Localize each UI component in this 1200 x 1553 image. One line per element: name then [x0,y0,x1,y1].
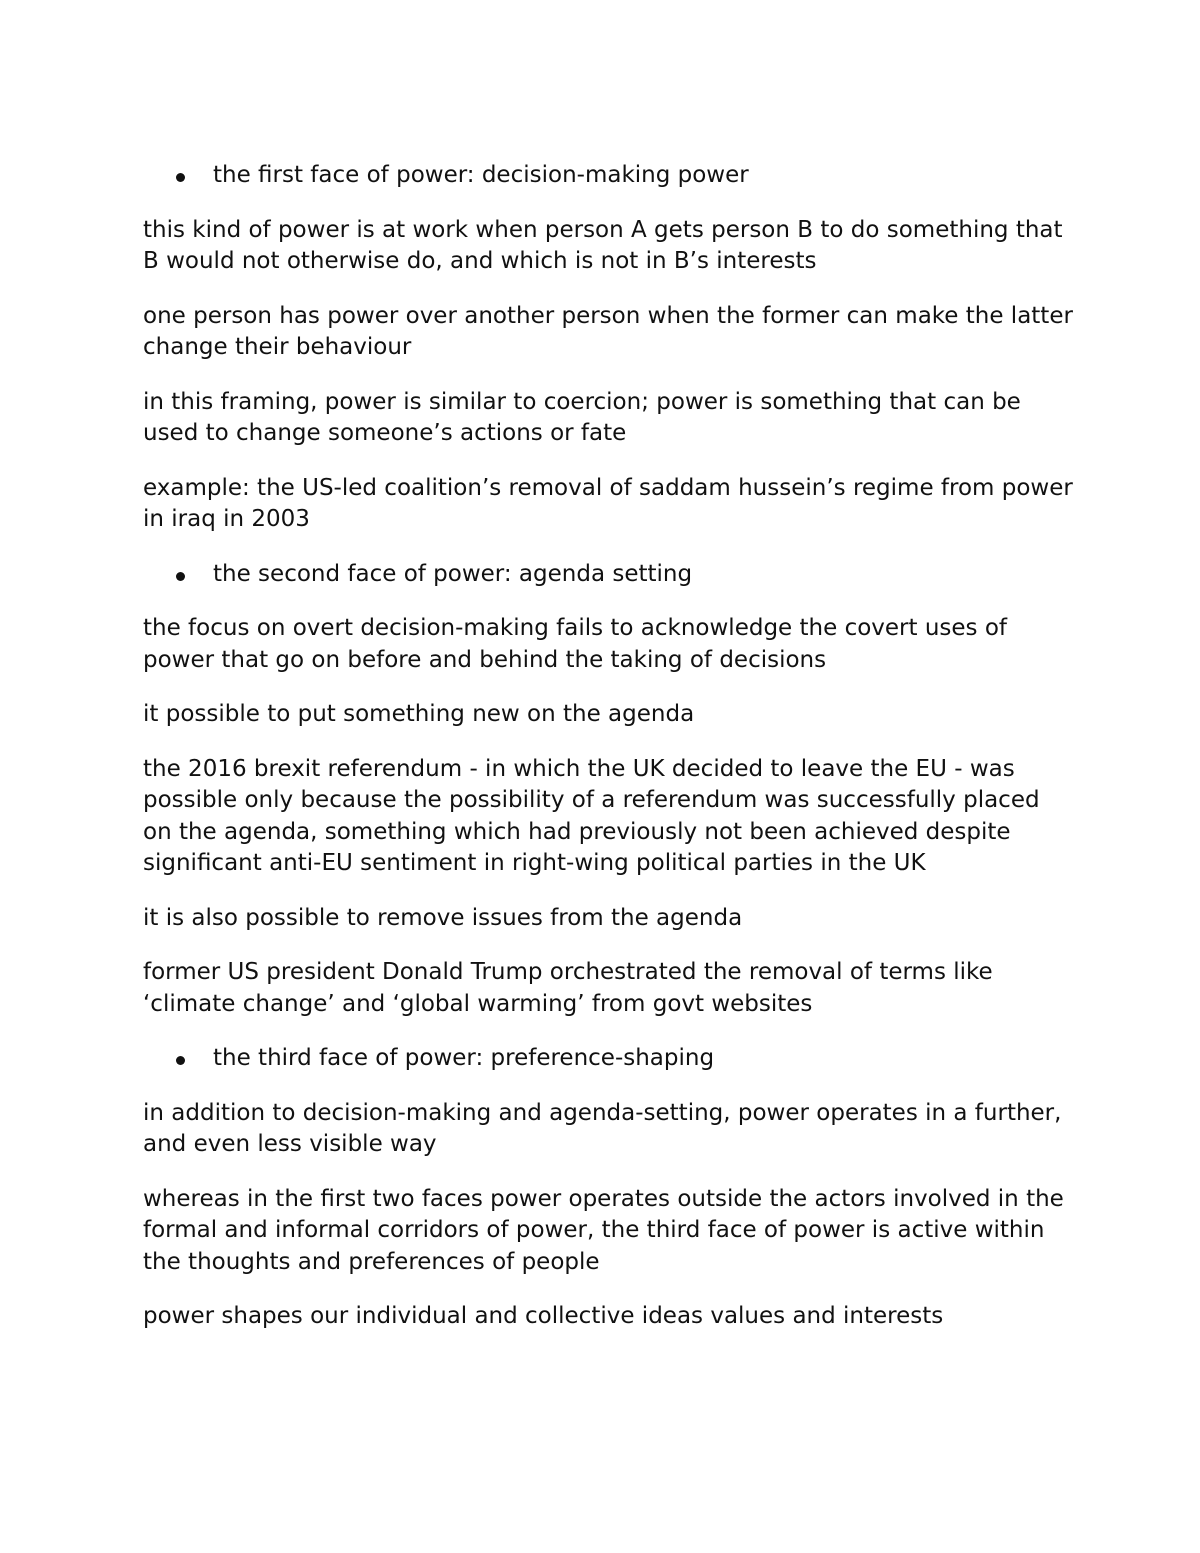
paragraph: example: the US-led coalition’s removal of saddam hussein’s regime from power in iraq in 2003 [143,474,1073,532]
paragraph: it possible to put something new on the agenda [143,701,695,727]
paragraph: former US president Donald Trump orchestrated the removal of terms like ‘climate change’ and ‘global warming’ from govt websites [143,959,993,1017]
bullet-text: the third face of power: preference-shaping [213,1045,715,1071]
bullet-dot-icon [176,173,185,182]
bullet-item-second-face [143,559,1073,591]
bullet-dot-icon [176,572,185,581]
bullet-text: the second face of power: agenda setting [213,560,693,587]
paragraph: power shapes our individual and collective ideas values and interests [143,1303,944,1329]
paragraph: the focus on overt decision-making fails to acknowledge the covert uses of power that go on before and behind the taking of decisions [143,615,1008,673]
bullet-text: the first face of power: decision-making power [213,162,749,188]
bullet-dot-icon [176,1056,185,1065]
paragraph: whereas in the first two faces power operates outside the actors involved in the formal and informal corridors of power, the third face of power is active within the thoughts and preferences of people [143,1185,1064,1275]
paragraph: it is also possible to remove issues from the agenda [143,904,743,931]
bullet-item-first-face [143,160,1073,192]
paragraph: this kind of power is at work when person A gets person B to do something that B would not otherwise do, and which is not in B’s interests [143,216,1063,274]
paragraph: the 2016 brexit referendum - in which the UK decided to leave the EU - was possible only because the possibility of a referendum was successfully placed on the agenda, something which had previously not been achieved despite significant anti-EU sentiment in right-wing political parties in the UK [143,755,1040,876]
document-page [143,160,1073,1356]
paragraph: one person has power over another person when the former can make the latter change their behaviour [143,302,1073,360]
paragraph: in this framing, power is similar to coercion; power is something that can be used to change someone’s actions or fate [143,388,1021,446]
paragraph: in addition to decision-making and agenda-setting, power operates in a further, and even less visible way [143,1099,1062,1157]
bullet-item-third-face [143,1043,1073,1075]
